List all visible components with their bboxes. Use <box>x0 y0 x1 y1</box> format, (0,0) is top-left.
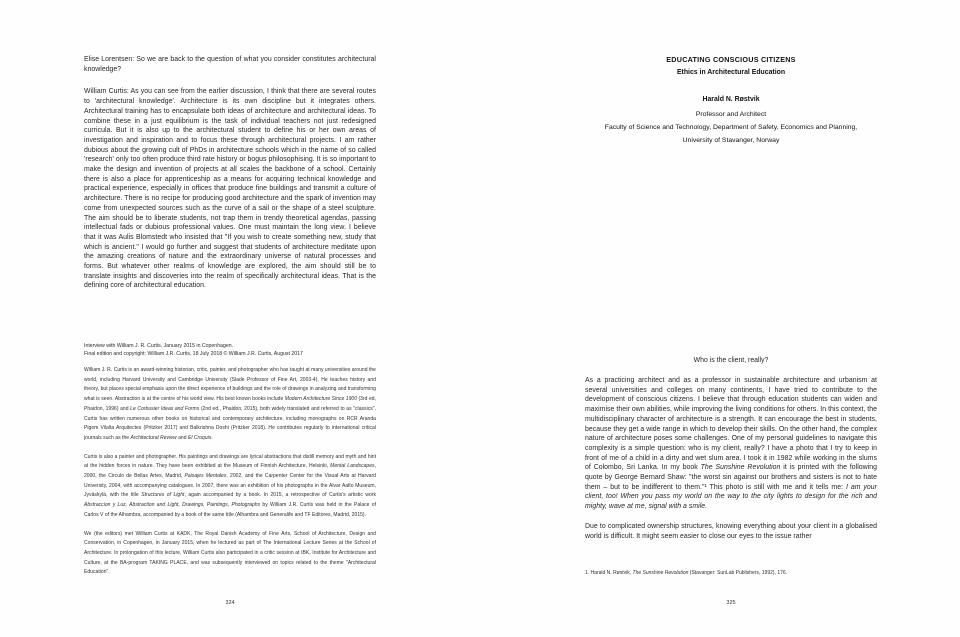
author-affiliation-line-2: University of Stavanger, Norway <box>682 137 780 144</box>
article-body <box>585 376 877 551</box>
interview-credits <box>84 342 376 359</box>
author-bio-block <box>84 366 376 587</box>
body-paragraph-2: Due to complicated ownership structures, knowing everything about your client in a globalised world is difficult. It might seem easier to close our eyes to the issue rather <box>585 522 877 540</box>
credit-line-2: Final edition and copyright: William J.R. Curtis, 18 July 2018 © William J.R. Curtis, August 2017 <box>84 351 303 358</box>
body-paragraph-1: As a practicing architect and as a professor in sustainable architecture and urbanism at several universities and colleges on many continents, I have tried to contribute to the development of conscious citizens. I believe that through education students can widen and maximise their own abilities, while improving the living conditions for others. In this context, the multidisciplinary character of architecture is a strength. It can encourage the best in students, because they get a wide range in which to develop their skills. On the other hand, the complex nature of architecture poses some challenges. One of my personal guidelines to navigate this complexity is a simple question: who is my client, really? I have a photo that I try to keep in front of me of a child in a dirty and wet slum area. I took it in 1982 while working in the slums of Colombo, Sri Lanka. In my book The Sunshine Revolution it is printed with the following quote by George Bernard Shaw: "the worst sin against our brothers and sisters is not to hate them – but to be indifferent to them."¹ This photo is still with me and it tells me: I am your client, too! When you pass my world on the way to the city lights to design for the rich and mighty, wave at me, signal with a smile. <box>585 377 878 511</box>
author-role: Professor and Architect <box>695 111 767 118</box>
bio-paragraph-2: Curtis is also a painter and photographer. His paintings and drawings are lyrical abstractions that distill memory and myth and hint at the hidden forces in nature. They have been exhibited at the Museum of Finnish Architecture, Helsinki, Mental Landscapes, 2000, the Circulo de Bellas Artes, Madrid, Paisajes Mentales, 2002, and the Carpenter Center for the Visual Arts at Harvard University, 2004, with accompanying catalogues. In 2007, there was an exhibition of his photographs in the Alvar Aalto Museum, Jyväskylä, with the title Structures of Light, again accompanied by a book. In 2015, a retrospective of Curtis's artistic work Abstraccion y Luz, Abstraction and Light, Drawings, Paintings, Photographs by William J.R. Curtis was held in the Palace of Carlos V of the Alhambra, accompanied by a book of the same title (Alhambra and Generalife and TF Editores, Madrid, 2015). <box>84 453 376 518</box>
interviewer-question: Elise Lorentsen: So we are back to the question of what you consider constitutes architectural knowledge? <box>84 56 376 73</box>
credit-line-1: Interview with William J. R. Curtis, January 2015 in Copenhagen. <box>84 343 234 349</box>
bio-paragraph-3: We (the editors) met William Curtis at KADK, The Royal Danish Academy of Fine Arts, School of Architecture, Design and Conservation, in Copenhagen, in January 2015, when he lectured as part of The International Lecture Series at the School of Architecture. In prolongation of this lecture, William Curtis also participated in a critic session at IBK, Institute for Architecture and Culture, at the BA-program TAKING PLACE, and was subsequently interviewed on topics related to the theme "Architectural Education". <box>84 530 376 576</box>
left-page-interview <box>84 55 376 291</box>
article-subtitle: Ethics in Architectural Education <box>676 69 786 76</box>
article-author: Harald N. Røstvik <box>702 96 760 103</box>
author-affiliation-line-1: Faculty of Science and Technology, Department of Safety, Economics and Planning, <box>604 124 858 131</box>
right-page-number: 325 <box>726 600 736 606</box>
bio-paragraph-1: William J. R. Curtis is an award-winning historian, critic, painter, and photographer who has taught at many universities around the world, including Harvard University and Cambridge University (Slade Professor of Fine Art, 2003-4). He teaches history and theory, but places special emphasis upon the direct experience of buildings and the role of drawings in analyzing and transforming what is seen. Abstraction is at the centre of his world view. His best known books include Modern Architecture Since 1900 (3rd ed, Phaidon, 1996) and Le Corbusier Ideas and Forms (2nd ed., Phaidon, 2015), both widely translated and referred to as "classics". Curtis has written numerous other books on historical and contemporary architecture, including monographs on RCR Aranda Pigem Vilalta Arquitectes (Pritzker 2017) and Balkrishna Doshi (Pritzker 2018). He contributes regularly to international critical journals such as the Architectural Review and El Croquis. <box>84 367 376 441</box>
footnote: 1. Harald N. Røstvik, The Sunshine Revolution (Stavanger: SunLab Publishers, 1992), 176. <box>585 570 788 576</box>
interviewee-answer: William Curtis: As you can see from the earlier discussion, I think that there are several routes to 'architectural knowledge'. Architecture is its own discipline but it integrates others. Architectural training has to encapsulate both ideas of architecture and architectural ideas. To combine these in a just equilibrium is the task of individual teachers not just redesigned curricula. But it is also up to the architectural student to define his or her own areas of investigation and inspiration and to focus these through architectural projects. I am rather dubious about the growing cult of PhDs in architecture schools which in the name of so called 'research' only too often produce third rate history or bogus philosophising. It is so important to make the design and invention of projects at all scales the backbone of a school. Certainly there is also a place for apprenticeship as a means for acquiring technical knowledge and practical experience, especially in offices that produce fine buildings and transmit a culture of architecture. There is no recipe for producing good architecture and the spark of invention may come from unexpected sources such as the curve of a sail or the shape of a steel sculpture. The aim should be to liberate students, not trap them in trendy theoretical agendas, passing intellectual fads or dubious professional values. One must maintain the long view. I believe that it was Aulis Blomstedt who insisted that "If you wish to create something new, study that which is ancient." I would go further and suggest that students of architecture meditate upon the amazing creations of nature and the extraordinary universe of natural processes and forms. But whatever other realms of knowledge are explored, the aim should still be to translate insights and discoveries into the realm of specifically architectural ideas. That is the defining core of architectural education. <box>84 88 376 290</box>
section-heading: Who is the client, really? <box>693 357 769 364</box>
article-title: EDUCATING CONSCIOUS CITIZENS <box>666 55 796 64</box>
article-header <box>585 55 877 146</box>
left-page-number: 324 <box>225 600 235 606</box>
